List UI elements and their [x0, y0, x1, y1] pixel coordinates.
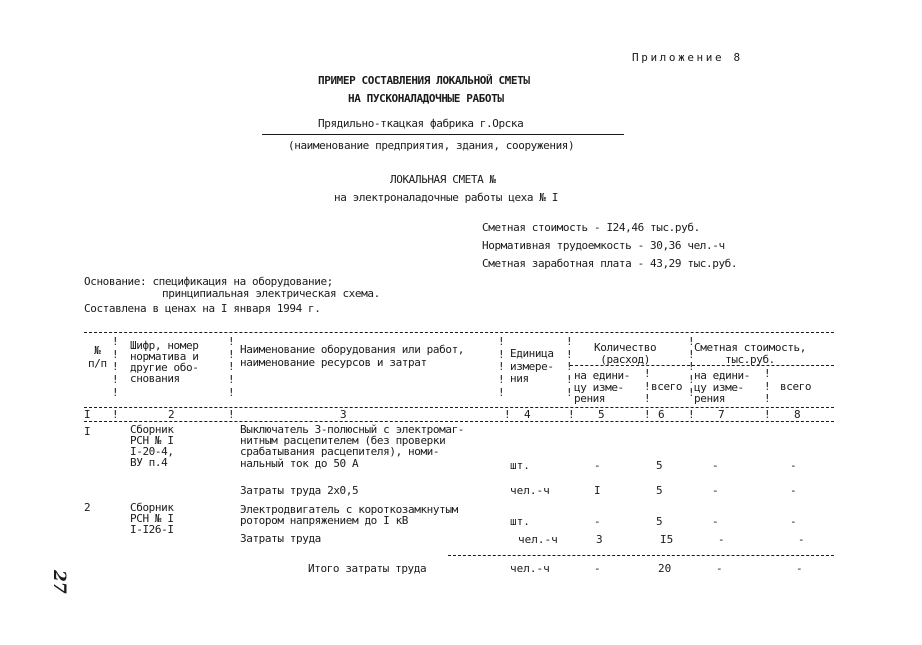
col-separator: ! ! ! ! ! [688, 335, 695, 399]
row-unit: шт. [510, 515, 530, 528]
row-cost-total: - [790, 459, 797, 472]
col-separator: ! ! ! ! ! [498, 335, 505, 399]
row-qty-unit: I [594, 484, 601, 497]
appendix-label: Приложение 8 [632, 51, 743, 64]
total-cost-total: - [796, 562, 803, 575]
col-separator: ! ! ! ! ! [112, 335, 119, 399]
document-title-line1: ПРИМЕР СОСТАВЛЕНИЯ ЛОКАЛЬНОЙ СМЕТЫ [318, 74, 530, 87]
total-rule [448, 555, 834, 556]
row-unit: шт. [510, 459, 530, 472]
enterprise-caption: (наименование предприятия, здания, сооружения) [288, 139, 575, 152]
estimate-title: ЛОКАЛЬНАЯ СМЕТА № [390, 173, 496, 186]
summary-labor: Нормативная трудоемкость - 30,36 чел.-ч [482, 239, 725, 252]
row-code: Сборник РСН № I I-I26-I [130, 501, 174, 536]
col-separator: ! ! ! [644, 367, 651, 406]
header-cost-per-unit: на едини- цу изме- рения [694, 369, 751, 406]
colnum-7: 7 [718, 408, 725, 421]
row-cost-unit: - [712, 515, 719, 528]
enterprise-name: Прядильно-ткацкая фабрика г.Орска [318, 117, 524, 130]
row-qty-unit: - [594, 459, 601, 472]
total-label: Итого затраты труда [308, 562, 427, 575]
colnum-8: 8 [794, 408, 801, 421]
row-qty-total: I5 [660, 533, 674, 546]
total-qty-total: 20 [658, 562, 672, 575]
row-name: Электродвигатель с короткозамкнутым ротором напряжением до I кВ [240, 503, 458, 528]
colnum-5: 5 [598, 408, 605, 421]
row-cost-total: - [790, 484, 797, 497]
row-qty-total: 5 [656, 515, 663, 528]
header-qty-group: Количество (расход) [594, 341, 657, 366]
row-cost-unit: - [718, 533, 725, 546]
row-name: Выключатель 3-полюсный с электромаг- нитным расцепителем (без проверки срабатывания расцепителя), номи- нальный ток до 50 А [240, 423, 465, 470]
basis-line1: Основание: спецификация на оборудование; [84, 275, 333, 288]
row-num: 2 [84, 501, 91, 514]
row-qty-unit: 3 [596, 533, 603, 546]
header-qty-per-unit: на едини- цу изме- рения [574, 369, 631, 406]
header-name: Наименование оборудования или работ, наименование ресурсов и затрат [240, 343, 465, 369]
header-qty-total: всего [651, 380, 683, 393]
row-name: Затраты труда 2х0,5 [240, 484, 359, 497]
row-qty-unit: - [594, 515, 601, 528]
header-code: Шифр, номер норматива и другие обо- снования [130, 339, 199, 385]
colnum-2: 2 [168, 408, 175, 421]
colnum-4: 4 [524, 408, 531, 421]
row-cost-unit: - [712, 459, 719, 472]
summary-salary: Сметная заработная плата - 43,29 тыс.руб. [482, 257, 738, 270]
total-cost-unit: - [716, 562, 723, 575]
summary-cost: Сметная стоимость - I24,46 тыс.руб. [482, 221, 700, 234]
prices-line: Составлена в ценах на I января 1994 г. [84, 302, 321, 315]
page-number: 27 [49, 570, 69, 594]
column-numbers-row: I ! 2 ! 3 ! 4 ! 5 ! 6 ! 7 ! 8 [84, 408, 801, 421]
enterprise-underline [262, 134, 624, 135]
row-qty-total: 5 [656, 459, 663, 472]
header-cost-total: всего [780, 380, 812, 393]
row-cost-total: - [790, 515, 797, 528]
row-cost-total: - [798, 533, 805, 546]
row-code: Сборник РСН № I I-20-4, ВУ п.4 [130, 423, 174, 469]
colnum-1: I [84, 408, 91, 421]
col-separator: ! ! ! [764, 367, 771, 406]
colnum-3: 3 [340, 408, 347, 421]
colnum-6: 6 [658, 408, 665, 421]
row-cost-unit: - [712, 484, 719, 497]
basis-line2: принципиальная электрическая схема. [162, 287, 380, 300]
row-num: I [84, 425, 91, 438]
total-qty-unit: - [594, 562, 601, 575]
row-unit: чел.-ч [510, 484, 550, 497]
row-unit: чел.-ч [518, 533, 558, 546]
col-separator: ! ! ! ! ! [228, 335, 235, 399]
header-num: № п/п [88, 344, 107, 370]
header-unit: Единица измере- ния [510, 347, 554, 386]
row-name: Затраты труда [240, 532, 321, 545]
estimate-subtitle: на электроналадочные работы цеха № I [334, 191, 559, 204]
header-cost-group: Сметная стоимость, тыс.руб. [694, 341, 807, 366]
col-separator: ! ! ! ! ! [566, 335, 573, 399]
row-qty-total: 5 [656, 484, 663, 497]
table-top-rule [84, 332, 834, 333]
total-unit: чел.-ч [510, 562, 550, 575]
document-title-line2: НА ПУСКОНАЛАДОЧНЫЕ РАБОТЫ [348, 92, 504, 105]
